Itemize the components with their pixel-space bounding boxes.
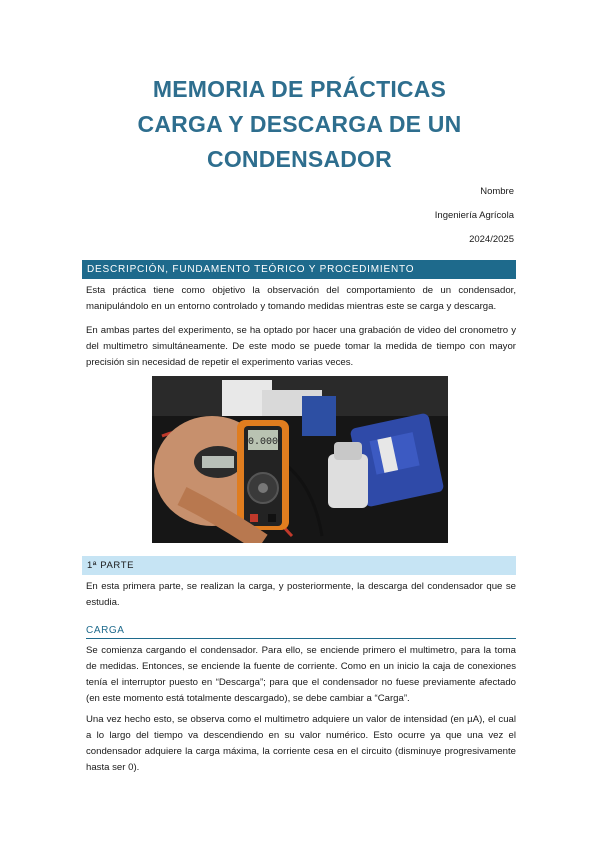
multimeter-display-text: 0.000	[247, 437, 279, 448]
subsection-heading-carga: CARGA	[86, 625, 516, 639]
carga-paragraph-2: Una vez hecho esto, se observa como el multimetro adquiere un valor de intensidad (en µA), el cual a lo largo del tiempo va descendiendo en su valor numérico. Esto ocurre ya que una vez el condensador adquiere la carga máxima, la corriente cesa en el circuito (disminuye progresivamente hasta ser 0).	[86, 714, 516, 773]
degree-name: Ingeniería Agrícola	[434, 210, 514, 221]
experiment-photo-illustration	[152, 376, 448, 543]
section-heading-part1: 1ª PARTE	[82, 556, 516, 575]
title-line-1: MEMORIA DE PRÁCTICAS	[152, 76, 447, 102]
intro-paragraph: Esta práctica tiene como objetivo la observación del comportamiento de un condensador, manipulándolo en un entorno controlado y tomando medidas mientras este se carga y descarga.	[86, 285, 516, 312]
academic-year: 2024/2025	[469, 234, 514, 245]
title-line-2: CARGA Y DESCARGA DE UN	[137, 111, 462, 137]
section-heading-description: DESCRIPCIÓN, FUNDAMENTO TEÓRICO Y PROCEDIMIENTO	[82, 260, 516, 279]
part1-paragraph: En esta primera parte, se realizan la carga, y posteriormente, la descarga del condensador que se estudia.	[86, 581, 516, 608]
author-name: Nombre	[480, 186, 514, 197]
carga-paragraph-1: Se comienza cargando el condensador. Para ello, se enciende primero el multimetro, para la toma de medidas. Entonces, se enciende la fuente de corriente. Como en un inicio la caja de conexiones tenía el interruptor puesto en “Descarga”; para que el condensador no fuese previamente afectado (en este momento está totalmente descargado), se debe cambiar a “Carga”.	[86, 645, 516, 704]
method-paragraph: En ambas partes del experimento, se ha optado por hacer una grabación de video del cronometro y del multimetro simultáneamente. De este modo se puede tomar la medida de tiempo con mayor precisión sin necesidad de repetir el experimento varias veces.	[86, 325, 516, 368]
title-line-3: CONDENSADOR	[207, 146, 392, 172]
experiment-photo	[152, 376, 448, 543]
